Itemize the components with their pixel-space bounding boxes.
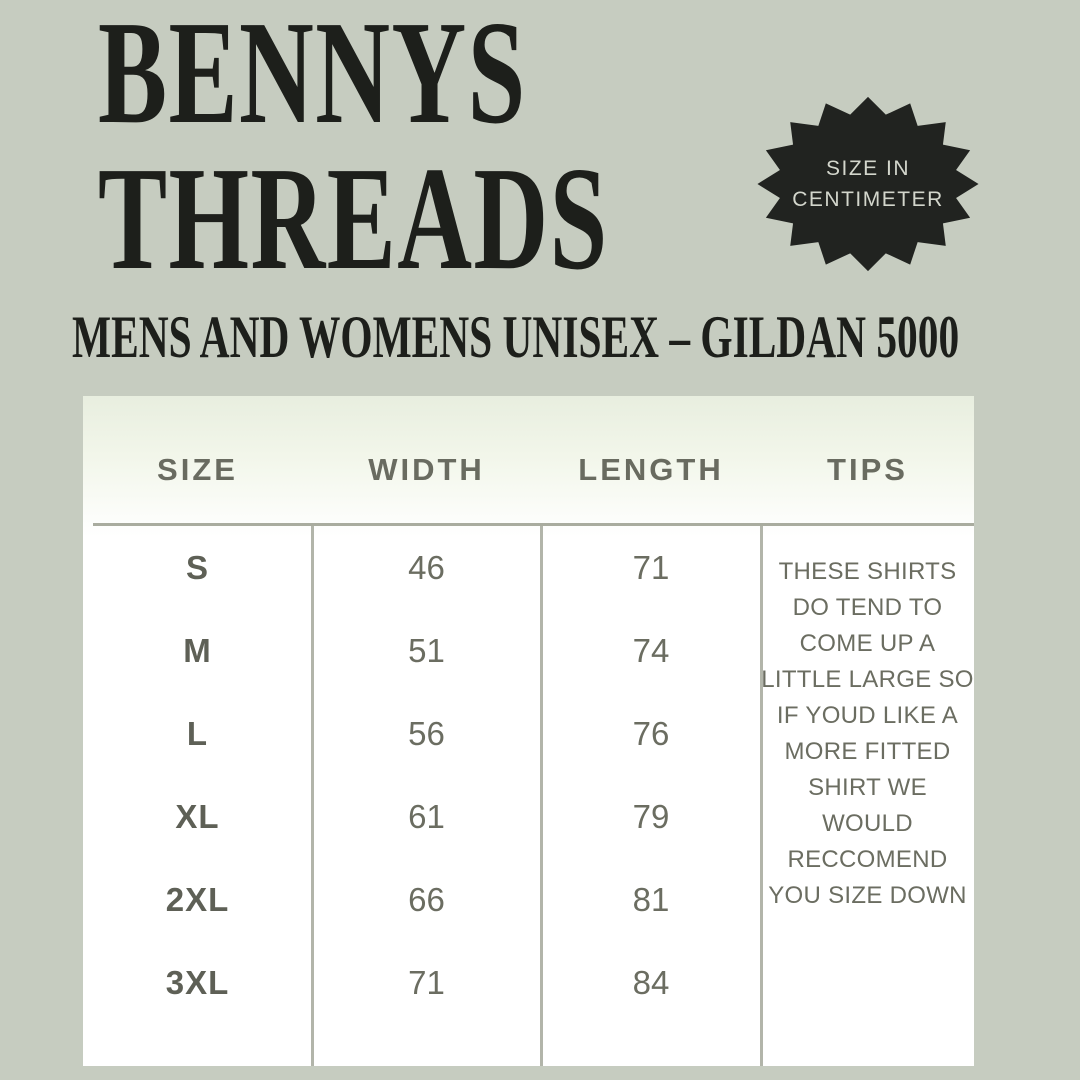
table-row	[83, 775, 761, 858]
size-unit-badge	[752, 95, 984, 273]
length-cell: 81	[632, 880, 670, 918]
column-header-length: LENGTH	[578, 451, 724, 487]
table-row	[83, 692, 761, 775]
size-cell: S	[185, 548, 209, 586]
table-header-row	[83, 396, 974, 523]
size-cell: XL	[175, 797, 220, 835]
table-body	[83, 526, 761, 1024]
length-cell: 79	[632, 797, 670, 835]
width-cell: 51	[408, 631, 445, 669]
size-cell: M	[183, 631, 212, 669]
tips-text: THESE SHIRTS DO TEND TO COME UP A LITTLE LARGE SO IF YOUD LIKE A MORE FITTED SHIRT WE WOULD RECCOMEND YOU SIZE DOWN	[761, 558, 974, 909]
width-cell: 56	[408, 714, 445, 752]
column-header-width: WIDTH	[368, 451, 485, 487]
size-table	[83, 396, 974, 1066]
brand-title-line2: THREADS	[98, 137, 609, 301]
column-header-size: SIZE	[157, 451, 238, 487]
table-row	[83, 941, 761, 1024]
size-cell: 3XL	[165, 963, 230, 1001]
length-cell: 71	[632, 548, 670, 586]
width-cell: 71	[408, 963, 445, 1001]
table-row	[83, 609, 761, 692]
badge-label-line1: SIZE IN	[825, 157, 910, 180]
table-row	[83, 858, 761, 941]
width-cell: 61	[408, 797, 445, 835]
width-cell: 66	[408, 880, 445, 918]
size-cell: 2XL	[165, 880, 230, 918]
brand-title	[98, 0, 609, 301]
size-cell: L	[186, 714, 209, 752]
product-subtitle: MENS AND WOMENS UNISEX – GILDAN 5000	[72, 304, 960, 370]
length-cell: 76	[632, 714, 670, 752]
badge-label	[752, 95, 984, 273]
width-cell: 46	[408, 548, 445, 586]
length-cell: 74	[632, 631, 670, 669]
column-header-tips: TIPS	[827, 451, 908, 487]
badge-label-line2: CENTIMETER	[792, 188, 944, 211]
table-row	[83, 526, 761, 609]
length-cell: 84	[632, 963, 670, 1001]
brand-title-line1: BENNYS	[98, 0, 527, 155]
